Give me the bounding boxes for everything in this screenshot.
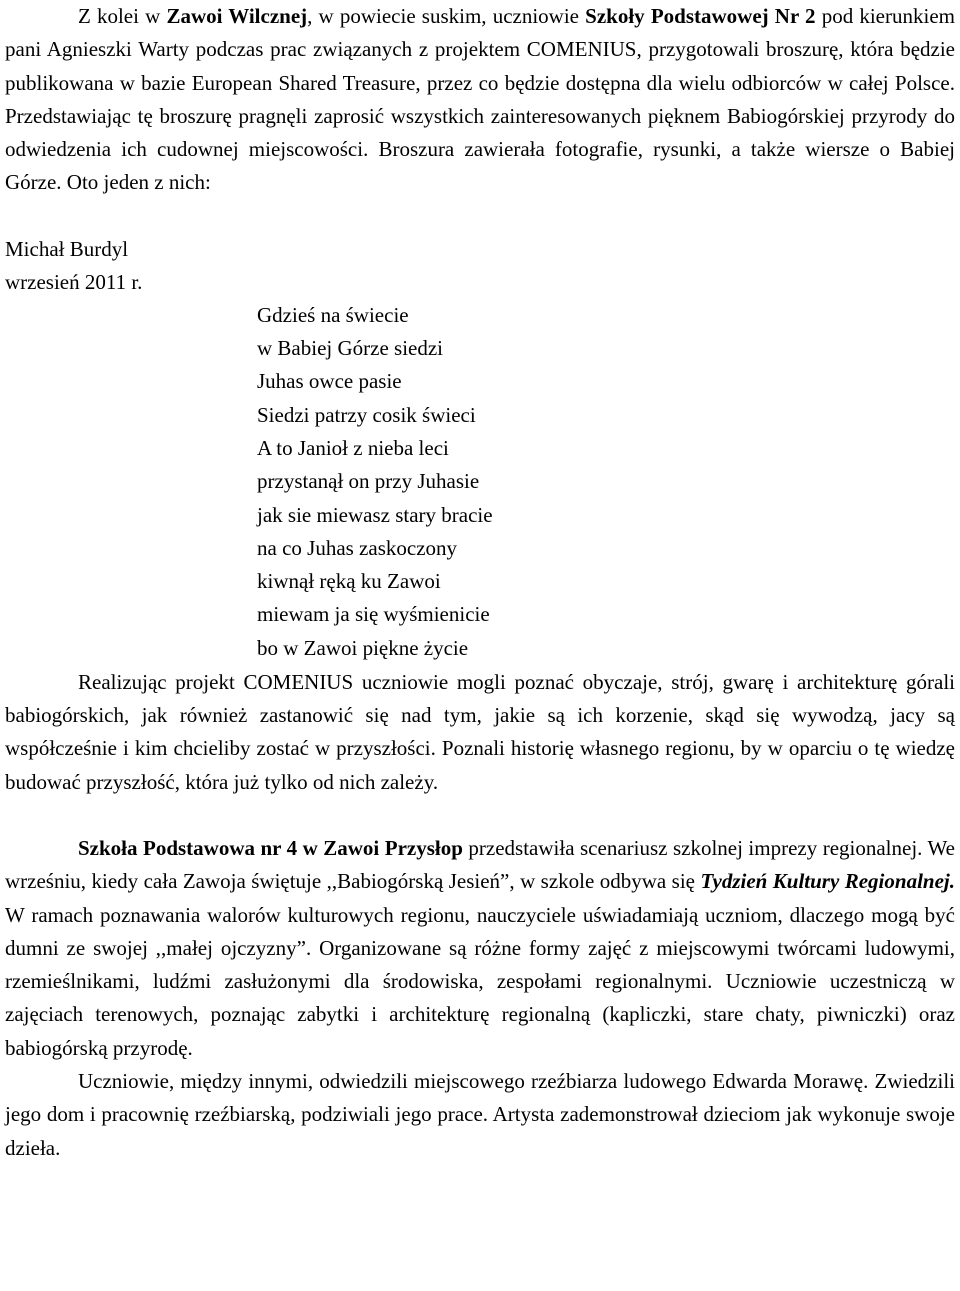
poem-line: przystanął on przy Juhasie	[257, 469, 480, 494]
intro-text-3: pod kierunkiem pani Agnieszki Warty podczas prac związanych z projektem COMENIUS, przygotowali broszurę, która będzie publikowana w bazie European Shared Treasure, przez co będzie dostępna dla wielu odbiorców w całej Polsce. Przedstawiając tę broszurę pragnęli zaprosić wszystkich zainteresowanych pięknem Babiogórskiej przyrody do odwiedzenia ich cudownej miejscowości. Broszura zawierała fotografie, rysunki, a także wiersze o Babiej Górze. Oto jeden z nich:	[5, 4, 955, 195]
poem-line: miewam ja się wyśmienicie	[257, 602, 490, 627]
author-name: Michał Burdyl	[5, 236, 129, 261]
poem-line: Siedzi patrzy cosik świeci	[257, 402, 476, 427]
spacer	[5, 200, 955, 233]
intro-text-2: , w powiecie suskim, uczniowie	[307, 4, 586, 28]
poem-section	[5, 233, 955, 666]
poem-author	[5, 233, 142, 300]
school-4-text-2: W ramach poznawania walorów kulturowych regionu, nauczyciele uświadamiają uczniom, dlaczego mogą być dumni ze swojej ,,małej ojczyzny”. Organizowane są różne formy zajęć z miejscowymi twórcami ludowymi, rzemieślnikami, ludźmi zasłużonymi dla środowiska, zespołami regionalnymi. Uczniowie uczestniczą w zajęciach terenowych, poznając zabytki i architekturę regionalną (kapliczki, stare chaty, piwniczki) oraz babiogórską przyrodę.	[5, 902, 955, 1060]
poem-line: Juhas owce pasie	[257, 369, 402, 394]
sculptor-paragraph: Uczniowie, między innymi, odwiedzili miejscowego rzeźbiarza ludowego Edwarda Morawę. Zwiedzili jego dom i pracownię rzeźbiarską, podziwiali jego prace. Artysta zademonstrował dzieciom jak wykonuje swoje dzieła.	[5, 1069, 955, 1160]
intro-paragraph	[5, 0, 955, 200]
intro-text-1: Z kolei w	[78, 4, 167, 28]
poem-line: Gdzieś na świecie	[257, 302, 409, 327]
event-name: Tydzień Kultury Regionalnej.	[700, 869, 955, 894]
poem-line: bo w Zawoi piękne życie	[257, 635, 469, 660]
poem-line: jak sie miewasz stary bracie	[257, 502, 493, 527]
school-4-bold: Szkoła Podstawowa nr 4 w Zawoi Przysłop	[78, 835, 463, 860]
comenius-paragraph: Realizując projekt COMENIUS uczniowie mogli poznać obyczaje, strój, gwarę i architekturę górali babiogórskich, jak również zastanowić się nad tym, jakie są ich korzenie, skąd się wywodzą, jacy są współcześnie i kim chcieliby zostać w przyszłości. Poznali historię własnego regionu, by w oparciu o tę wiedzę budować przyszłość, która już tylko od nich zależy.	[5, 669, 955, 794]
poem	[257, 299, 493, 665]
document-page	[5, 0, 955, 1165]
intro-bold-school: Szkoły Podstawowej Nr 2	[585, 4, 816, 28]
school-4-text-1: przedstawiła scenariusz szkolnej imprezy regionalnej. We wrześniu, kiedy cała Zawoja świętuje ,,Babiogórską Jesień”, w szkole odbywa się	[5, 835, 955, 894]
intro-bold-place: Zawoi Wilcznej	[166, 4, 308, 28]
poem-line: A to Janioł z nieba leci	[257, 435, 449, 460]
poem-line: w Babiej Górze siedzi	[257, 336, 444, 361]
spacer	[5, 799, 955, 832]
poem-line: na co Juhas zaskoczony	[257, 535, 458, 560]
school-4-paragraph	[5, 832, 955, 1065]
author-date: wrzesień 2011 r.	[5, 270, 143, 295]
poem-line: kiwnął ręką ku Zawoi	[257, 569, 441, 594]
